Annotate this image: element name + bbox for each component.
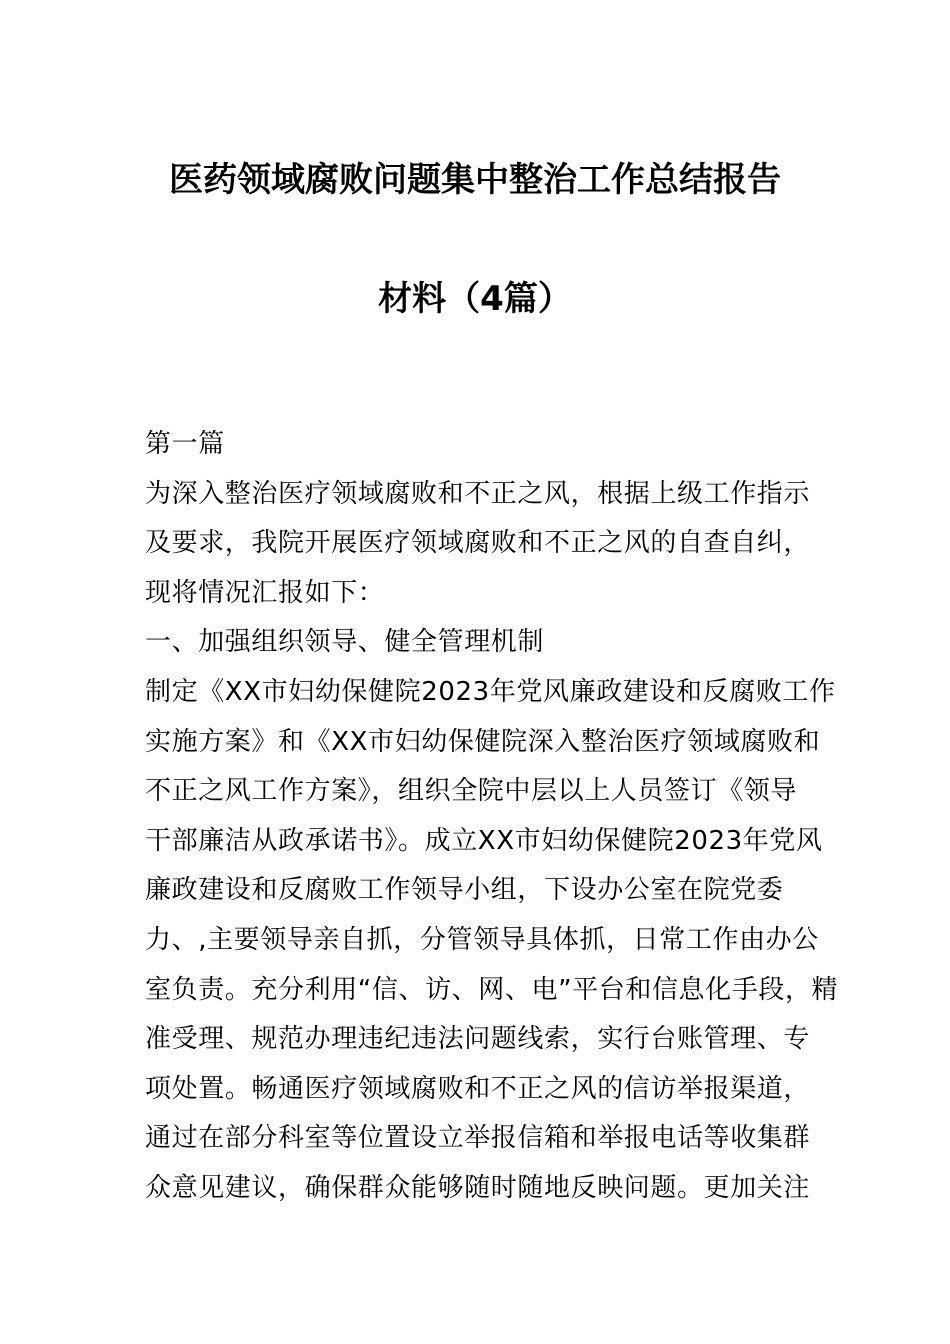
body-line: 室负责。充分利用“信、访、网、电”平台和信息化手段，精 [145,974,839,1005]
body-line: 通过在部分科室等位置设立举报信箱和举报电话等收集群 [145,1123,811,1154]
body-line: 准受理、规范办理违纪违法问题线索，实行台账管理、专 [145,1024,811,1055]
body-line: 廉政建设和反腐败工作领导小组，下设办公室在院党委 [145,875,784,906]
body-line: 力、,主要领导亲自抓，分管领导具体抓，日常工作由办公 [145,924,819,955]
body-line: 实施方案》和《XX市妇幼保健院深入整治医疗领域腐败和 [145,726,821,757]
document-body [145,420,839,1214]
body-line: 及要求，我院开展医疗领域腐败和不正之风的自查自纠， [145,528,811,559]
document-title-line-2: 材料（4篇） [378,279,572,319]
body-line: 项处置。畅通医疗领域腐败和不正之风的信访举报渠道， [145,1073,811,1104]
body-line: 现将情况汇报如下： [145,577,385,608]
body-line: 干部廉洁从政承诺书》。成立XX市妇幼保健院2023年党风 [145,825,823,856]
section-heading-part-one: 第一篇 [145,429,225,459]
document-title-line-1: 医药领域腐败问题集中整治工作总结报告 [169,160,781,200]
body-line: 不正之风工作方案》，组织全院中层以上人员签订《领导 [145,776,798,807]
body-line: 制定《XX市妇幼保健院2023年党风廉政建设和反腐败工作 [145,676,836,707]
body-line: 为深入整治医疗领域腐败和不正之风，根据上级工作指示 [145,478,811,509]
body-line: 众意见建议，确保群众能够随时随地反映问题。更加关注 [145,1172,811,1203]
section-heading-one: 一、加强组织领导、健全管理机制 [145,627,545,658]
